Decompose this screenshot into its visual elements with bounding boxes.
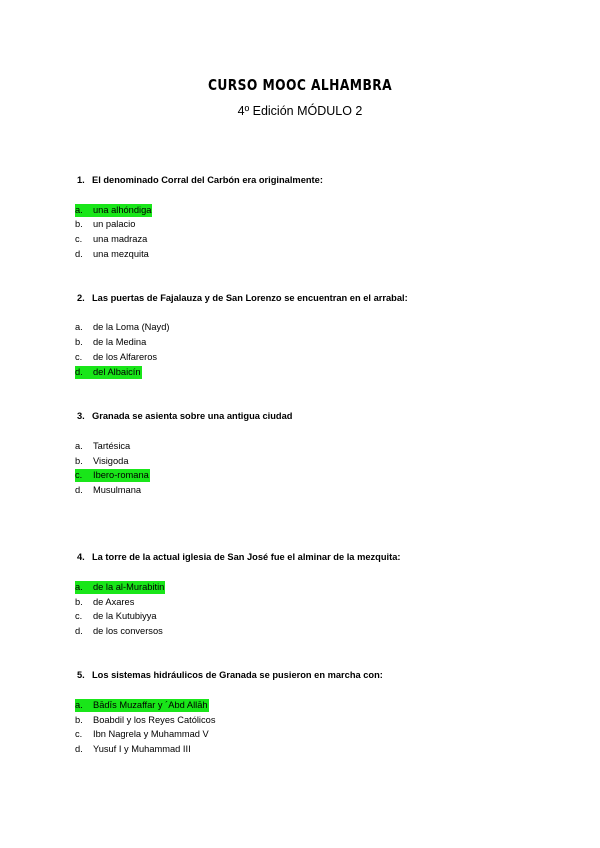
option-1c (75, 233, 147, 246)
option-text: una madraza (93, 234, 148, 244)
option-1b (75, 218, 135, 231)
option-letter: c. (75, 234, 83, 244)
option-1a (75, 204, 152, 217)
option-text: Ibero-romana (93, 470, 149, 480)
option-letter: d. (75, 744, 83, 754)
option-4c (75, 610, 157, 623)
option-2c (75, 351, 157, 364)
option-text: de los Alfareros (93, 352, 158, 362)
option-4a (75, 581, 165, 594)
option-text: de Axares (93, 597, 135, 607)
option-3b (75, 455, 129, 468)
option-letter: c. (75, 352, 83, 362)
question-number: 4. (77, 552, 85, 562)
option-5d (75, 743, 191, 756)
option-2a (75, 321, 169, 334)
option-text: Visigoda (93, 456, 129, 466)
question-text: El denominado Corral del Carbón era originalmente: (92, 175, 323, 185)
option-letter: d. (75, 485, 83, 495)
option-text: de los conversos (93, 626, 163, 636)
option-letter: c. (75, 729, 83, 739)
option-5b (75, 714, 215, 727)
option-text: de la al-Murabitin (93, 582, 165, 592)
page-subtitle: 4º Edición MÓDULO 2 (237, 104, 363, 118)
page-title: CURSO MOOC ALHAMBRA (207, 76, 393, 94)
option-text: de la Kutubiyya (93, 611, 157, 621)
option-text: Yusuf I y Muhammad III (93, 744, 191, 754)
option-letter: d. (75, 249, 83, 259)
option-5c (75, 728, 209, 741)
option-text: del Albaicín (93, 367, 141, 377)
option-text: una mezquita (93, 249, 149, 259)
option-text: una alhóndiga (93, 205, 152, 215)
option-text: Bādīs Muzaffar y ´Abd Allāh (93, 700, 208, 710)
question-3 (77, 411, 292, 421)
question-number: 3. (77, 411, 85, 421)
option-letter: a. (75, 322, 83, 332)
option-letter: c. (75, 611, 83, 621)
option-text: un palacio (93, 219, 136, 229)
option-letter: a. (75, 205, 83, 215)
question-number: 2. (77, 293, 85, 303)
option-letter: d. (75, 367, 83, 377)
option-letter: b. (75, 337, 83, 347)
option-5a (75, 699, 209, 712)
option-3a (75, 440, 130, 453)
question-text: Las puertas de Fajalauza y de San Lorenzo se encuentran en el arrabal: (92, 293, 408, 303)
option-letter: b. (75, 456, 83, 466)
option-text: Ibn Nagrela y Muhammad V (93, 729, 209, 739)
option-3c (75, 469, 150, 482)
option-letter: b. (75, 715, 83, 725)
option-letter: d. (75, 626, 83, 636)
option-1d (75, 248, 149, 261)
option-text: Musulmana (93, 485, 142, 495)
question-text: Granada se asienta sobre una antigua ciudad (92, 411, 293, 421)
option-letter: b. (75, 597, 83, 607)
question-4 (77, 552, 400, 562)
question-5 (77, 670, 383, 680)
question-text: Los sistemas hidráulicos de Granada se pusieron en marcha con: (92, 670, 383, 680)
option-3d (75, 484, 141, 497)
option-letter: c. (75, 470, 83, 480)
option-4b (75, 596, 134, 609)
option-letter: b. (75, 219, 83, 229)
option-2b (75, 336, 146, 349)
question-number: 5. (77, 670, 85, 680)
option-letter: a. (75, 700, 83, 710)
option-letter: a. (75, 441, 83, 451)
option-letter: a. (75, 582, 83, 592)
option-text: Tartésica (93, 441, 131, 451)
option-2d (75, 366, 142, 379)
question-text: La torre de la actual iglesia de San José fue el alminar de la mezquita: (92, 552, 401, 562)
option-4d (75, 625, 163, 638)
question-2 (77, 293, 408, 303)
option-text: Boabdil y los Reyes Católicos (93, 715, 216, 725)
option-text: de la Medina (93, 337, 147, 347)
question-number: 1. (77, 175, 85, 185)
question-1 (77, 175, 323, 185)
option-text: de la Loma (Nayd) (93, 322, 170, 332)
